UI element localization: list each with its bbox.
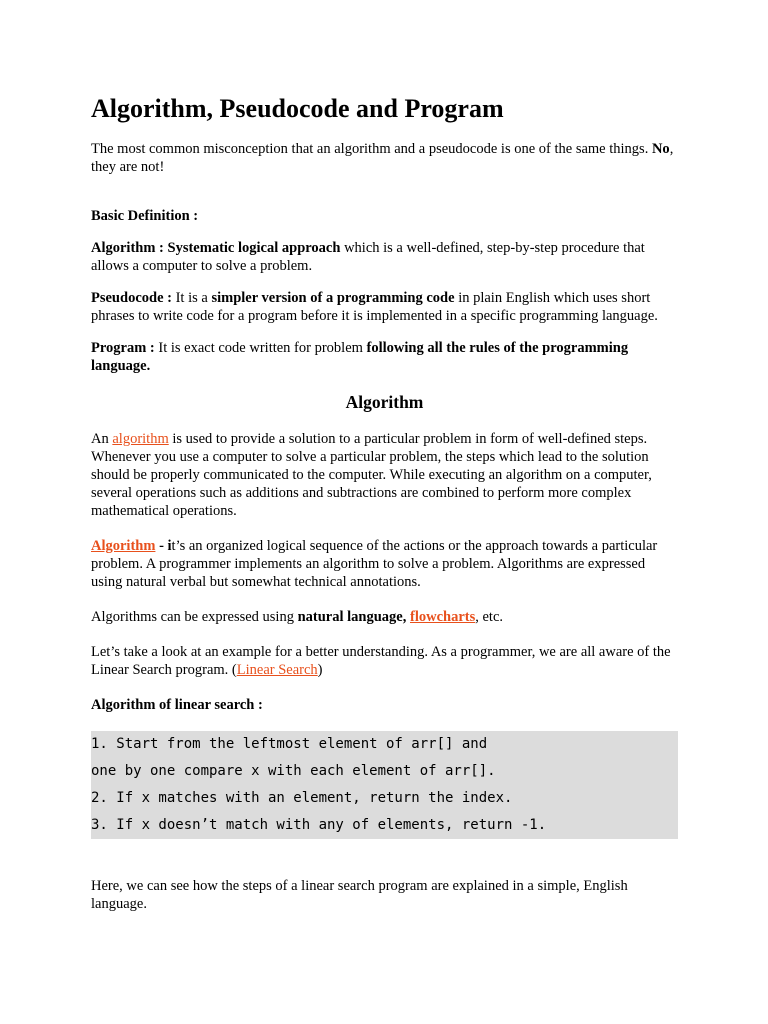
code-line: 1. Start from the leftmost element of arr[] and: [91, 736, 488, 752]
para3-bold: natural language,: [297, 609, 410, 625]
algorithm-paragraph-1: [91, 430, 678, 520]
para1-text-2: is used to provide a solution to a particular problem in form of well-defined steps. Whenever you use a computer to solve a particular problem, the steps which lead to the solution should be properly communicated to the computer. While executing an algorithm on a computer, several operations such as additions and subtractions are combined to perform more complex mathematical operations.: [91, 431, 652, 519]
intro-text-2: , they are not!: [91, 141, 674, 175]
para4-text-1: Let’s take a look at an example for a better understanding. As a programmer, we are all aware of the Linear Search program. (: [91, 644, 671, 678]
para1-text-1: An: [91, 431, 113, 447]
para2-bold: - i: [155, 538, 172, 554]
algorithm-paragraph-2: [91, 537, 678, 591]
page-title: Algorithm, Pseudocode and Program: [91, 94, 504, 123]
definition-pseudocode-text-2: in plain English which uses short phrases to write code for a program before it is implemented in a specific programming language.: [91, 290, 658, 324]
definition-algorithm: [91, 239, 678, 275]
definition-program-bold: following all the rules of the programming language.: [91, 340, 629, 374]
definition-algorithm-text: which is a well-defined, step-by-step procedure that allows a computer to solve a problem.: [91, 240, 645, 274]
definition-program-text: It is exact code written for problem: [158, 340, 367, 356]
intro-bold: No: [651, 141, 670, 157]
flowcharts-link[interactable]: flowcharts: [409, 609, 476, 625]
algorithm-link[interactable]: algorithm: [112, 431, 169, 447]
definition-program-term: Program :: [91, 340, 159, 356]
para3-text-2: , etc.: [475, 609, 504, 625]
code-line: one by one compare x with each element of arr[].: [91, 763, 496, 779]
definition-pseudocode: [91, 289, 678, 325]
linear-search-heading-label: Algorithm of linear search :: [91, 697, 263, 713]
intro-text-1: The most common misconception that an algorithm and a pseudocode is one of the same things.: [91, 141, 652, 157]
code-line: 2. If x matches with an element, return the index.: [91, 790, 513, 806]
definition-pseudocode-term: Pseudocode :: [91, 290, 176, 306]
linear-search-link[interactable]: Linear Search: [236, 662, 318, 678]
linear-search-heading: [91, 696, 678, 714]
para3-text-1: Algorithms can be expressed using: [91, 609, 298, 625]
para4-text-2: ): [317, 662, 323, 678]
definition-pseudocode-text-1: It is a: [175, 290, 212, 306]
basic-definition-label: Basic Definition :: [91, 208, 199, 224]
basic-definition-heading: [91, 207, 678, 225]
document-content: [91, 92, 678, 913]
para2-text: t’s an organized logical sequence of the actions or the approach towards a particular problem. A programmer implements an algorithm to solve a problem. Algorithms are expressed using natural verbal but somewhat technical annotations.: [91, 538, 658, 590]
section-heading: Algorithm: [345, 392, 424, 412]
algorithm-paragraph-4: [91, 643, 678, 679]
algorithm-paragraph-3: [91, 608, 678, 626]
definition-algorithm-term: Algorithm :: [91, 240, 168, 256]
intro-paragraph: [91, 140, 678, 176]
definition-pseudocode-bold: simpler version of a programming code: [211, 290, 455, 306]
code-block: [91, 731, 678, 839]
closing-paragraph: Here, we can see how the steps of a linear search program are explained in a simple, English language.: [91, 878, 628, 912]
definition-algorithm-bold: Systematic logical approach: [167, 240, 341, 256]
code-line: 3. If x doesn’t match with any of elements, return -1.: [91, 817, 547, 833]
algorithm-bold-link[interactable]: Algorithm: [91, 538, 156, 554]
definition-program: [91, 339, 678, 375]
